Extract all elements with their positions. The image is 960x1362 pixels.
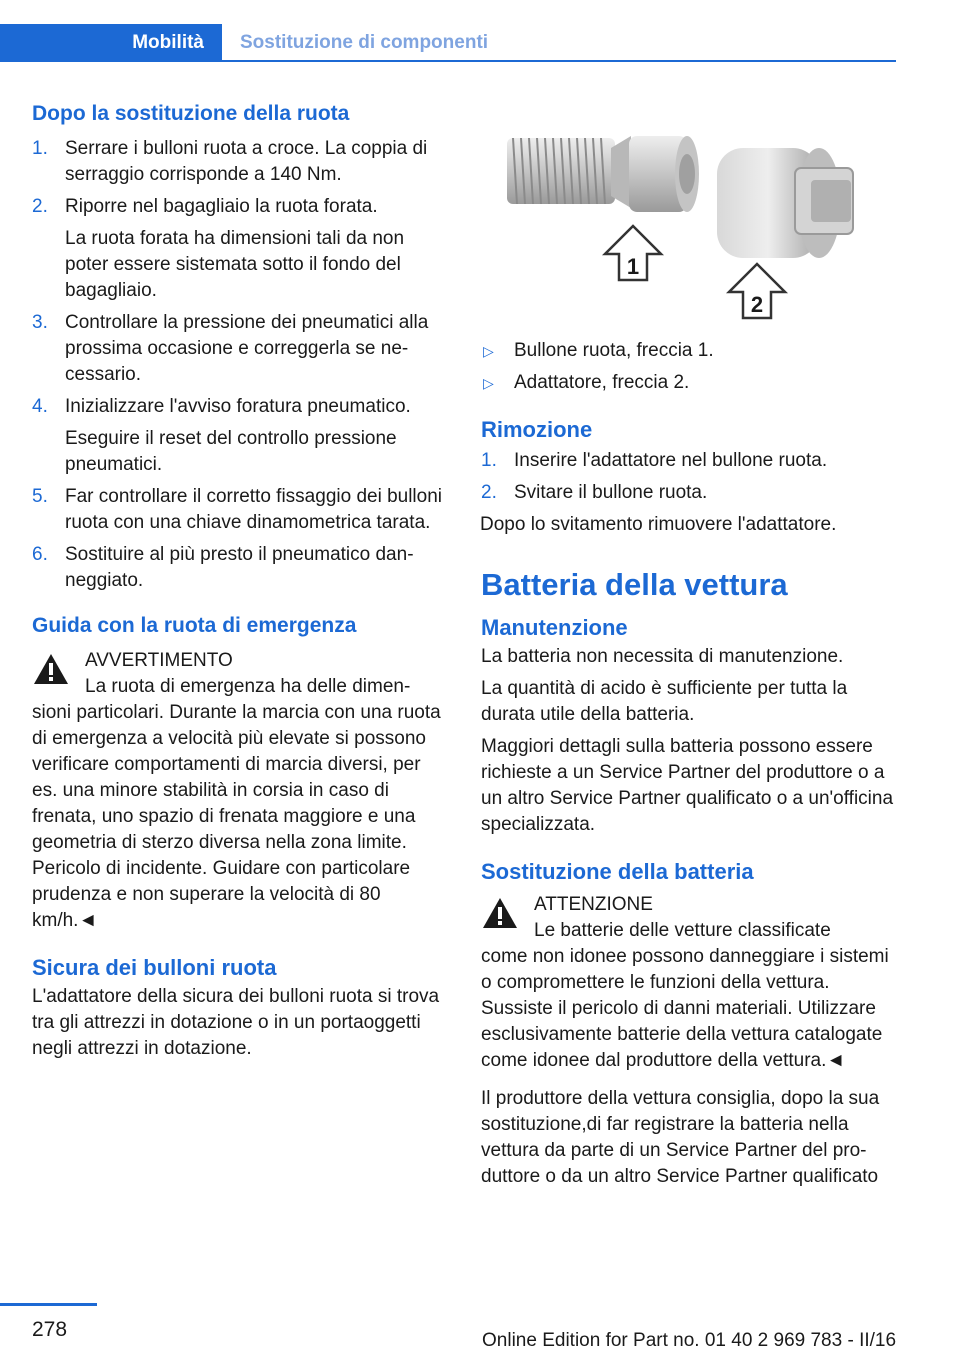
- wheel-lock-text: L'adattatore della sicura dei bulloni ruota si trova tra gli attrezzi in dotazione o in un portaoggetti negli attrezzi in dotazione.: [32, 986, 440, 1059]
- step-number: 1.: [32, 138, 48, 159]
- list-item: [481, 338, 899, 364]
- step-number: 5.: [32, 486, 48, 507]
- bolt-thread: [507, 138, 615, 204]
- section-title: Mobilità: [132, 32, 204, 53]
- step-subtext: Eseguire il reset del controllo pressione pneumatici.: [65, 428, 397, 475]
- right-column: [481, 338, 899, 1196]
- arrow-2-marker: [729, 264, 785, 318]
- heading-maintenance: Manutenzione: [481, 615, 628, 640]
- step-number: 2.: [32, 196, 48, 217]
- warning-triangle-icon: [481, 896, 519, 930]
- list-item: [481, 448, 899, 474]
- list-item: [481, 370, 899, 396]
- step-subtext: La ruota forata ha dimensioni tali da non poter essere sistemata sotto il fondo del bagagliaio.: [65, 228, 405, 301]
- list-item: [32, 136, 450, 188]
- step-text: Sostituire al più presto il pneumatico danneggiato.: [65, 544, 414, 591]
- bullet-triangle-icon: ▷: [483, 375, 494, 391]
- list-item: [32, 542, 450, 594]
- adapter: [717, 148, 853, 258]
- warning-triangle-icon: [32, 652, 70, 686]
- replacement-text: Il produttore della vettura consiglia, dopo la sua sostituzione,di far registrare la batteria nella vettura da parte di un Service Partner del produttore o da un altro Service Partner qualificato: [481, 1088, 880, 1187]
- arrow-1-marker: [605, 226, 661, 280]
- bolt-adapter-illustration: [481, 98, 891, 328]
- warning-text: sioni particolari. Durante la marcia con una ruota di emergenza a velocità più elevate si possono verificare comportamenti di marcia diversi, per es. una minore stabilità in corsia in caso di frenata, uno spazio di frenata maggiore e una geometria di sterzo diversa nella zona limite. Pericolo di incidente. Guidare con particolare prudenza e non superare la velocità di 80 km/h.◄: [32, 702, 441, 931]
- bolt-head: [611, 136, 699, 212]
- figure-legend: [481, 338, 899, 396]
- heading-removal: Rimozione: [481, 417, 593, 442]
- caution-box: [481, 892, 899, 1074]
- page-header: [0, 24, 896, 62]
- removal-after-text: Dopo lo svitamento rimuovere l'adattatore.: [480, 514, 837, 535]
- list-item: [32, 394, 450, 478]
- arrow-1-label: 1: [626, 254, 640, 279]
- header-rule: [222, 60, 896, 62]
- step-text: Inserire l'adattatore nel bullone ruota.: [514, 450, 828, 471]
- maintenance-text-2: La quantità di acido è sufficiente per tutta la durata utile della batteria.: [481, 678, 848, 725]
- caution-text: come non idonee possono danneggiare i sistemi o compromettere le funzioni della vettura. Sussiste il pericolo di danni materiali. Utilizzare esclusivamente batterie della vettura catalogate come idonee dal produttore della vettura.◄: [481, 946, 889, 1071]
- list-item: [481, 480, 899, 506]
- step-text: Controllare la pressione dei pneumatici alla prossima occasione e correggerla se necessario.: [65, 312, 429, 385]
- section-tab: [0, 24, 222, 62]
- subsection-title: Sostituzione di componenti: [240, 32, 489, 53]
- heading-battery-replacement: Sostituzione della batteria: [481, 859, 754, 884]
- list-item: [32, 484, 450, 536]
- after-replacement-steps: [32, 136, 450, 594]
- arrow-2-label: 2: [750, 292, 764, 317]
- step-number: 1.: [481, 450, 497, 471]
- removal-steps: [481, 448, 899, 506]
- heading-vehicle-battery: Batteria della vettura: [481, 567, 788, 602]
- edition-note: Online Edition for Part no. 01 40 2 969 783 - II/16: [482, 1330, 897, 1351]
- list-item: [32, 310, 450, 388]
- legend-text: Bullone ruota, freccia 1.: [514, 340, 714, 361]
- heading-wheel-lock: Sicura dei bulloni ruota: [32, 955, 277, 980]
- warning-title: AVVERTIMENTO: [85, 650, 233, 671]
- footer-rule: [0, 1303, 97, 1306]
- legend-text: Adattatore, freccia 2.: [514, 372, 690, 393]
- step-number: 3.: [32, 312, 48, 333]
- list-item: [32, 194, 450, 304]
- step-text: Riporre nel bagagliaio la ruota forata.: [65, 196, 378, 217]
- heading-emergency-wheel: Guida con la ruota di emergenza: [32, 614, 357, 637]
- step-text: Far controllare il corretto fissaggio dei bulloni ruota con una chiave dinamometrica tarata.: [65, 486, 443, 533]
- warning-first-line: La ruota di emergenza ha delle dimen-: [85, 676, 411, 697]
- step-number: 6.: [32, 544, 48, 565]
- heading-after-replacement: Dopo la sostituzione della ruota: [32, 102, 350, 125]
- step-text: Svitare il bullone ruota.: [514, 482, 708, 503]
- bullet-triangle-icon: ▷: [483, 343, 494, 359]
- maintenance-text-1: La batteria non necessita di manutenzione.: [481, 646, 844, 667]
- caution-title: ATTENZIONE: [534, 894, 653, 915]
- step-number: 2.: [481, 482, 497, 503]
- step-text: Serrare i bulloni ruota a croce. La coppia di serraggio corrisponde a 140 Nm.: [65, 138, 428, 185]
- caution-first-line: Le batterie delle vetture classificate: [534, 920, 831, 941]
- maintenance-text-3: Maggiori dettagli sulla batteria possono essere richieste a un Service Partner del produttore o a un altro Service Partner qualificato o a un'officina specializzata.: [481, 736, 894, 835]
- step-number: 4.: [32, 396, 48, 417]
- warning-box: [32, 648, 450, 934]
- left-column: [32, 100, 450, 1068]
- step-text: Inizializzare l'avviso foratura pneumatico.: [65, 396, 411, 417]
- page-number: 278: [32, 1318, 68, 1341]
- bolt-figure-svg: [481, 98, 891, 328]
